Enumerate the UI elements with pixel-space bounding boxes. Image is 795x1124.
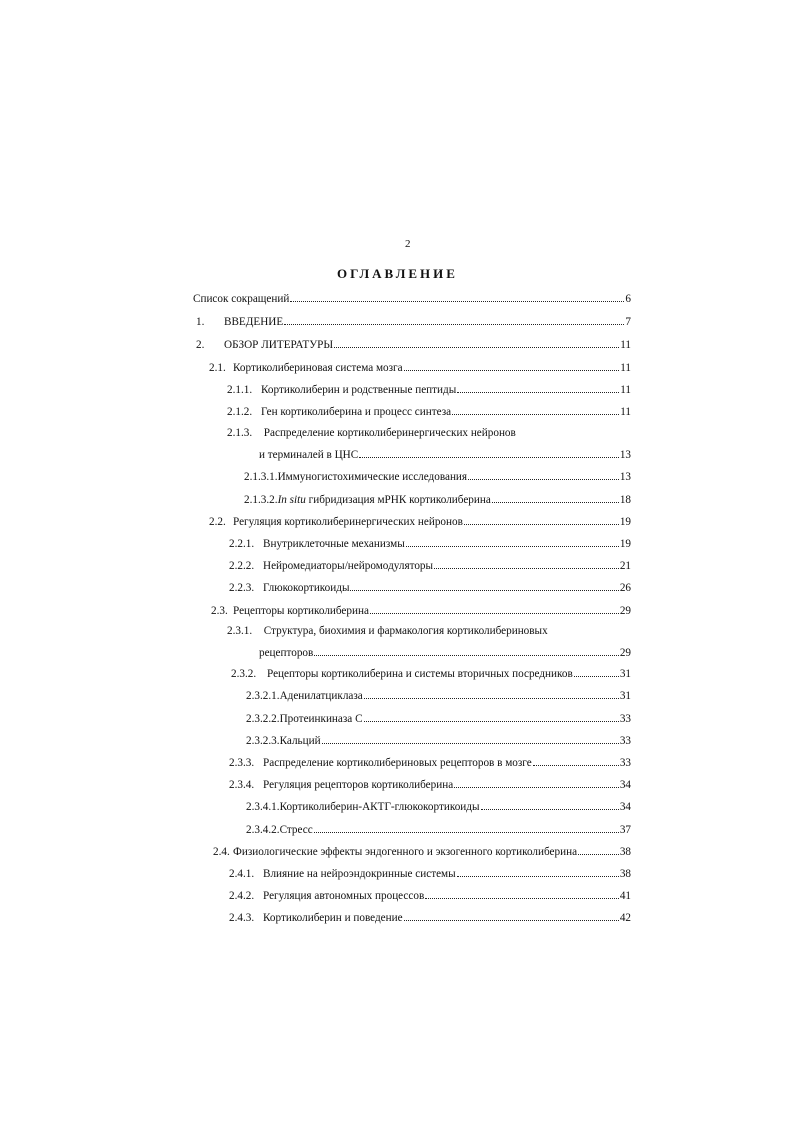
toc-entry-label: Кортиколиберин и поведение [263,912,403,924]
toc-entry-number: 2.4.3. [229,912,255,924]
toc-entry-label: рецепторов [259,647,314,659]
dot-leader [359,448,619,458]
toc-entry[interactable] [196,315,631,329]
toc-entry-label [278,493,491,507]
toc-entry[interactable] [246,800,631,814]
toc-entry-label: Физиологические эффекты эндогенного и экзогенного кортиколиберина [233,846,578,858]
toc-entry[interactable] [229,867,631,881]
dot-leader [404,361,620,371]
toc-entry-number: 2.3.2.2. [246,713,280,725]
toc-entry-label: и терминалей в ЦНС [259,449,359,461]
page-number: 2 [405,238,411,250]
toc-entry-number: 2.2.2. [229,560,255,572]
toc-entry-label: Кортиколиберин и родственные пептиды [261,384,457,396]
toc-entry-number: 2.2.3. [229,582,255,594]
toc-entry[interactable] [209,361,631,375]
toc-entry-label: Список сокращений [193,293,290,305]
toc-entry[interactable] [229,889,631,903]
toc-entry-page: 42 [619,912,631,924]
toc-entry-label: Распределение кортиколиберинергических нейронов [263,427,516,439]
toc-entry-number: 2.3.1. [227,625,253,637]
toc-entry[interactable] [246,689,631,703]
toc-entry[interactable] [229,911,631,925]
dot-leader [314,823,619,833]
toc-entry[interactable] [196,338,631,352]
toc-entry-label: Распределение кортиколибериновых рецепторов в мозге [263,757,532,769]
dot-leader [492,493,619,503]
toc-title: ОГЛАВЛЕНИЕ [337,266,458,281]
toc-entry-page: 33 [619,713,631,725]
toc-entry-label: Ген кортиколиберина и процесс синтеза [261,406,452,418]
toc-entry-label: Структура, биохимия и фармакология кортиколибериновых [263,625,548,637]
toc-entry-page: 13 [619,449,631,461]
toc-entry[interactable] [231,667,631,681]
dot-leader [457,383,619,393]
toc-entry-number: 2.3.2.1. [246,690,280,702]
toc-entry-label: Аденилатциклаза [279,690,363,702]
toc-entry-number: 2.1. [209,362,226,374]
toc-entry[interactable] [229,537,631,551]
toc-entry-label: Регуляция автономных процессов [263,890,425,902]
toc-entry[interactable] [246,712,631,726]
dot-leader [364,712,619,722]
toc-entry-page: 38 [619,846,631,858]
toc-entry-page: 21 [619,560,631,572]
toc-entry-page: 18 [619,494,631,506]
toc-entry-label: Стресс [279,824,313,836]
toc-entry-label: Кальций [279,735,321,747]
dot-leader [322,734,619,744]
toc-entry[interactable] [227,624,631,638]
toc-entry-number: 2.3.3. [229,757,255,769]
toc-entry-page: 33 [619,735,631,747]
toc-entry-number: 2.4.2. [229,890,255,902]
toc-entry-label: Рецепторы кортиколиберина и системы вторичных посредников [267,668,573,680]
toc-entry-number: 2.2.1. [229,538,255,550]
toc-entry-label: Влияние на нейроэндокринные системы [263,868,456,880]
dot-leader [350,581,618,591]
toc-entry[interactable] [227,383,631,397]
toc-entry[interactable] [229,756,631,770]
toc-entry-page: 33 [619,757,631,769]
toc-entry-page: 34 [619,801,631,813]
toc-entry[interactable] [213,845,631,859]
toc-entry-number: 2.3.4.1. [246,801,280,813]
dot-leader [434,559,619,569]
toc-entry-page: 7 [625,316,631,328]
toc-entry-number: 1. [196,316,205,328]
toc-entry-number: 2.1.3. [227,427,253,439]
dot-leader [452,405,619,415]
toc-entry-page: 11 [620,362,631,374]
toc-entry-label: Нейромедиаторы/нейромодуляторы [263,560,434,572]
toc-entry[interactable] [229,581,631,595]
toc-entry-page: 6 [625,293,631,305]
toc-entry[interactable] [244,493,631,507]
toc-entry-label: Регуляция кортиколиберинергических нейронов [233,516,463,528]
dot-leader [454,778,619,788]
dot-leader [290,292,624,302]
toc-entry-continuation[interactable] [259,448,631,462]
toc-entry-page: 11 [620,339,631,351]
toc-entry[interactable] [227,405,631,419]
toc-entry-page: 37 [619,824,631,836]
dot-leader [457,867,619,877]
dot-leader [468,470,619,480]
toc-entry-label: Рецепторы кортиколиберина [233,605,369,617]
toc-entry-number: 2.4. [213,846,230,858]
dot-leader [425,889,619,899]
toc-entry-page: 34 [619,779,631,791]
toc-entry-page: 11 [620,406,631,418]
toc-entry-page: 19 [619,516,631,528]
toc-entry-page: 13 [619,471,631,483]
toc-entry[interactable] [229,559,631,573]
toc-entry-label: Регуляция рецепторов кортиколиберина [263,779,454,791]
toc-entry-label-rest: гибридизация мРНК кортиколиберина [305,494,491,506]
toc-entry[interactable] [193,292,631,306]
toc-entry-page: 26 [619,582,631,594]
toc-entry-number: 2.3. [211,605,228,617]
dot-leader [370,604,619,614]
toc-entry-number: 2.1.3.2. [244,494,278,506]
dot-leader [284,315,624,325]
toc-entry[interactable] [211,604,631,618]
dot-leader [578,845,619,855]
toc-entry-number: 2.2. [209,516,226,528]
dot-leader [314,646,619,656]
toc-entry-label: Иммуногистохимические исследования [277,471,468,483]
toc-entry-page: 38 [619,868,631,880]
dot-leader [533,756,619,766]
toc-entry-label: Кортиколибериновая система мозга [233,362,403,374]
dot-leader [464,515,619,525]
dot-leader [406,537,619,547]
toc-entry[interactable] [244,470,631,484]
toc-entry-page: 11 [620,384,631,396]
toc-entry[interactable] [227,426,631,440]
toc-entry[interactable] [246,734,631,748]
toc-entry-number: 2.1.2. [227,406,253,418]
toc-entry[interactable] [229,778,631,792]
dot-leader [364,689,619,699]
toc-entry-label: ВВЕДЕНИЕ [224,316,284,328]
toc-entry-page: 29 [619,647,631,659]
toc-entry-page: 29 [619,605,631,617]
dot-leader [404,911,619,921]
dot-leader [481,800,619,810]
dot-leader [574,667,619,677]
toc-entry-label: ОБЗОР ЛИТЕРАТУРЫ [224,339,334,351]
toc-entry[interactable] [246,823,631,837]
toc-entry-number: 2.4.1. [229,868,255,880]
toc-entry-number: 2.3.4.2. [246,824,280,836]
toc-entry-label: Кортиколиберин-АКТГ-глюкокортикоиды [279,801,480,813]
toc-entry-number: 2.3.2. [231,668,257,680]
toc-entry-page: 19 [619,538,631,550]
toc-entry-page: 31 [619,690,631,702]
toc-entry-number: 2. [196,339,205,351]
toc-entry-label: Протеинкиназа С [279,713,363,725]
toc-entry-number: 2.1.1. [227,384,253,396]
toc-entry-number: 2.3.4. [229,779,255,791]
toc-entry-label: Внутриклеточные механизмы [263,538,405,550]
toc-entry-number: 2.3.2.3. [246,735,280,747]
toc-entry-label: Глюкокортикоиды [263,582,350,594]
toc-entry[interactable] [209,515,631,529]
italic-term: In situ [277,494,306,506]
toc-entry-page: 31 [619,668,631,680]
toc-entry-page: 41 [619,890,631,902]
toc-entry-continuation[interactable] [259,646,631,660]
dot-leader [334,338,619,348]
toc-entry-number: 2.1.3.1. [244,471,278,483]
